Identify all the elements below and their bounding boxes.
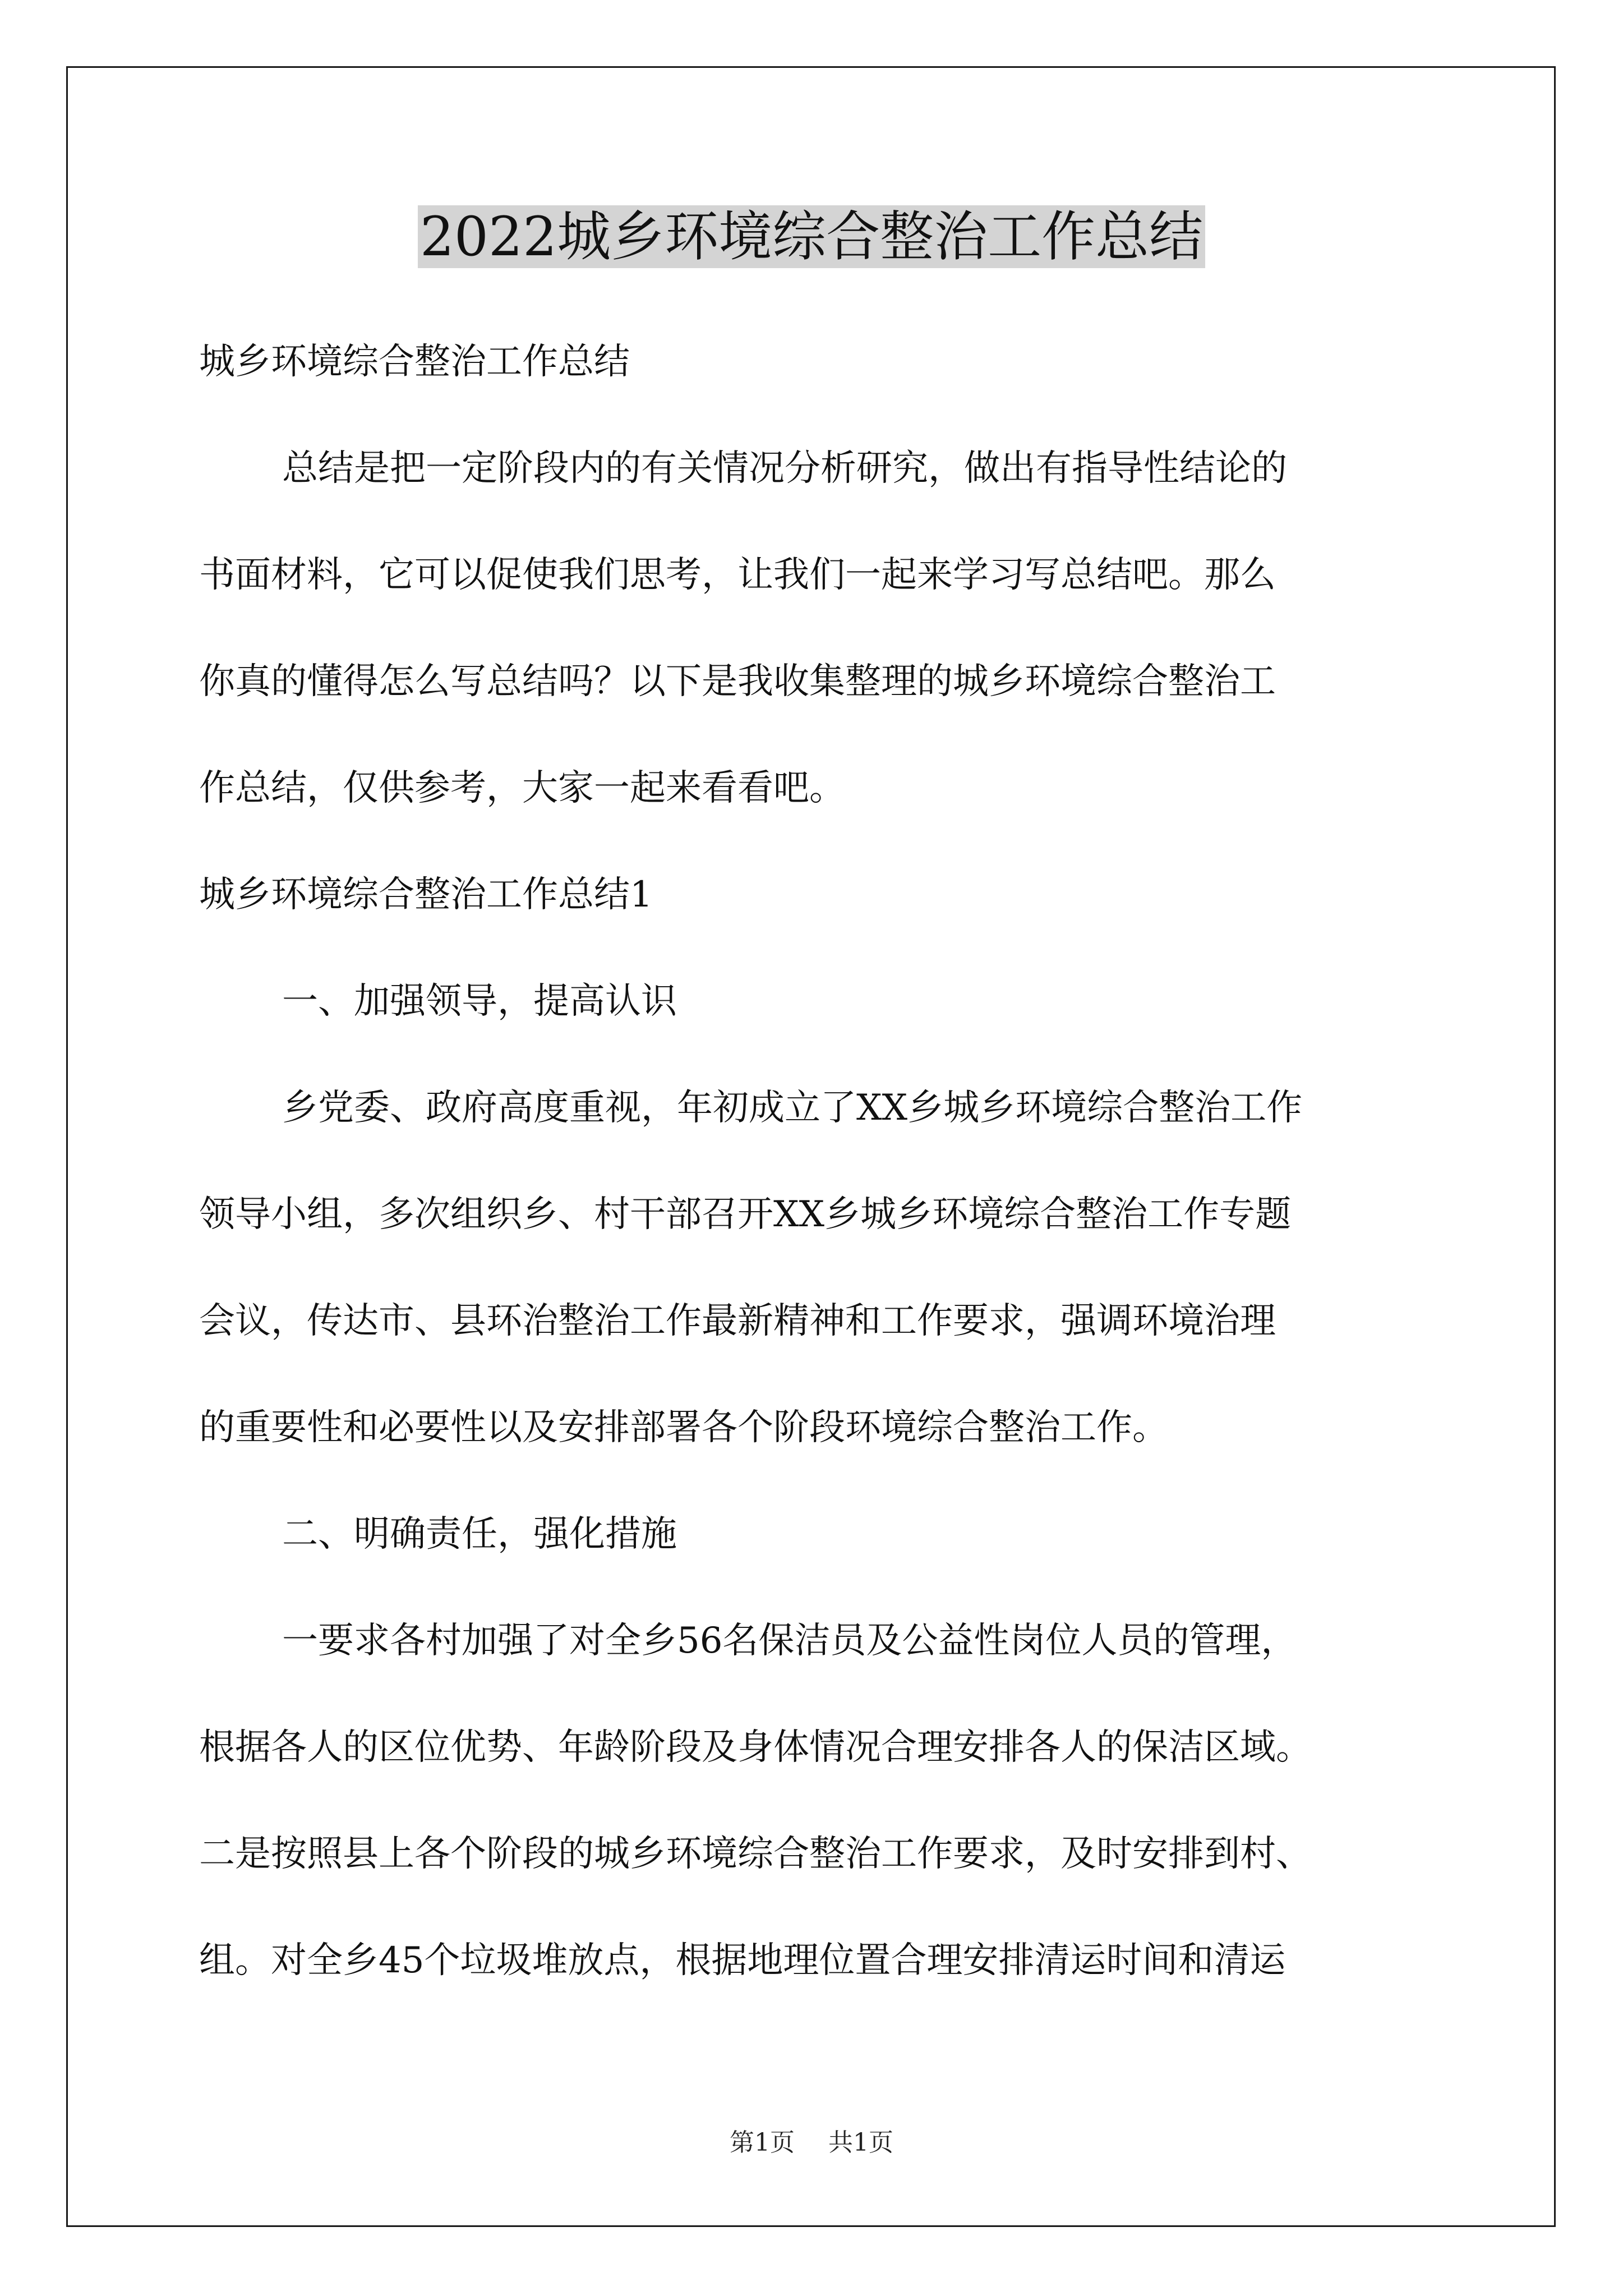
paragraph-line: 二是按照县上各个阶段的城乡环境综合整治工作要求，及时安排到村、 xyxy=(199,1833,1312,1875)
page-total: 共1页 xyxy=(828,2128,893,2157)
document-title xyxy=(0,200,1623,274)
intro-line: 书面材料，它可以促使我们思考，让我们一起来学习写总结吧。那么 xyxy=(199,554,1276,596)
paragraph-line: 组。对全乡45个垃圾堆放点，根据地理位置合理安排清运时间和清运 xyxy=(199,1940,1286,1981)
intro-paragraph xyxy=(199,443,1433,813)
document-title-text: 2022城乡环境综合整治工作总结 xyxy=(418,205,1205,268)
intro-line: 作总结，仅供参考，大家一起来看看吧。 xyxy=(199,767,845,809)
paragraph-line: 乡党委、政府高度重视，年初成立了XX乡城乡环境综合整治工作 xyxy=(282,1087,1303,1129)
document-subtitle: 城乡环境综合整治工作总结 xyxy=(199,341,630,383)
paragraph-1 xyxy=(199,1083,1433,1453)
paragraph-line: 的重要性和必要性以及安排部署各个阶段环境综合整治工作。 xyxy=(199,1407,1168,1448)
intro-line: 你真的懂得怎么写总结吗？以下是我收集整理的城乡环境综合整治工 xyxy=(199,661,1276,702)
paragraph-line: 领导小组，多次组织乡、村干部召开XX乡城乡环境综合整治工作专题 xyxy=(199,1194,1292,1235)
paragraph-line: 一要求各村加强了对全乡56名保洁员及公益性岗位人员的管理， xyxy=(282,1620,1297,1662)
paragraph-2 xyxy=(199,1616,1433,1986)
heading-2: 二、明确责任，强化措施 xyxy=(282,1513,677,1555)
paragraph-line: 根据各人的区位优势、年龄阶段及身体情况合理安排各人的保洁区域。 xyxy=(199,1727,1312,1768)
heading-1: 一、加强领导，提高认识 xyxy=(282,981,677,1022)
document-body xyxy=(199,337,1433,2042)
intro-line: 总结是把一定阶段内的有关情况分析研究，做出有指导性结论的 xyxy=(282,448,1287,489)
paragraph-line: 会议，传达市、县环治整治工作最新精神和工作要求，强调环境治理 xyxy=(199,1300,1276,1342)
page-footer xyxy=(0,2126,1623,2160)
section-title: 城乡环境综合整治工作总结1 xyxy=(199,874,653,915)
page-number: 第1页 xyxy=(730,2128,795,2157)
